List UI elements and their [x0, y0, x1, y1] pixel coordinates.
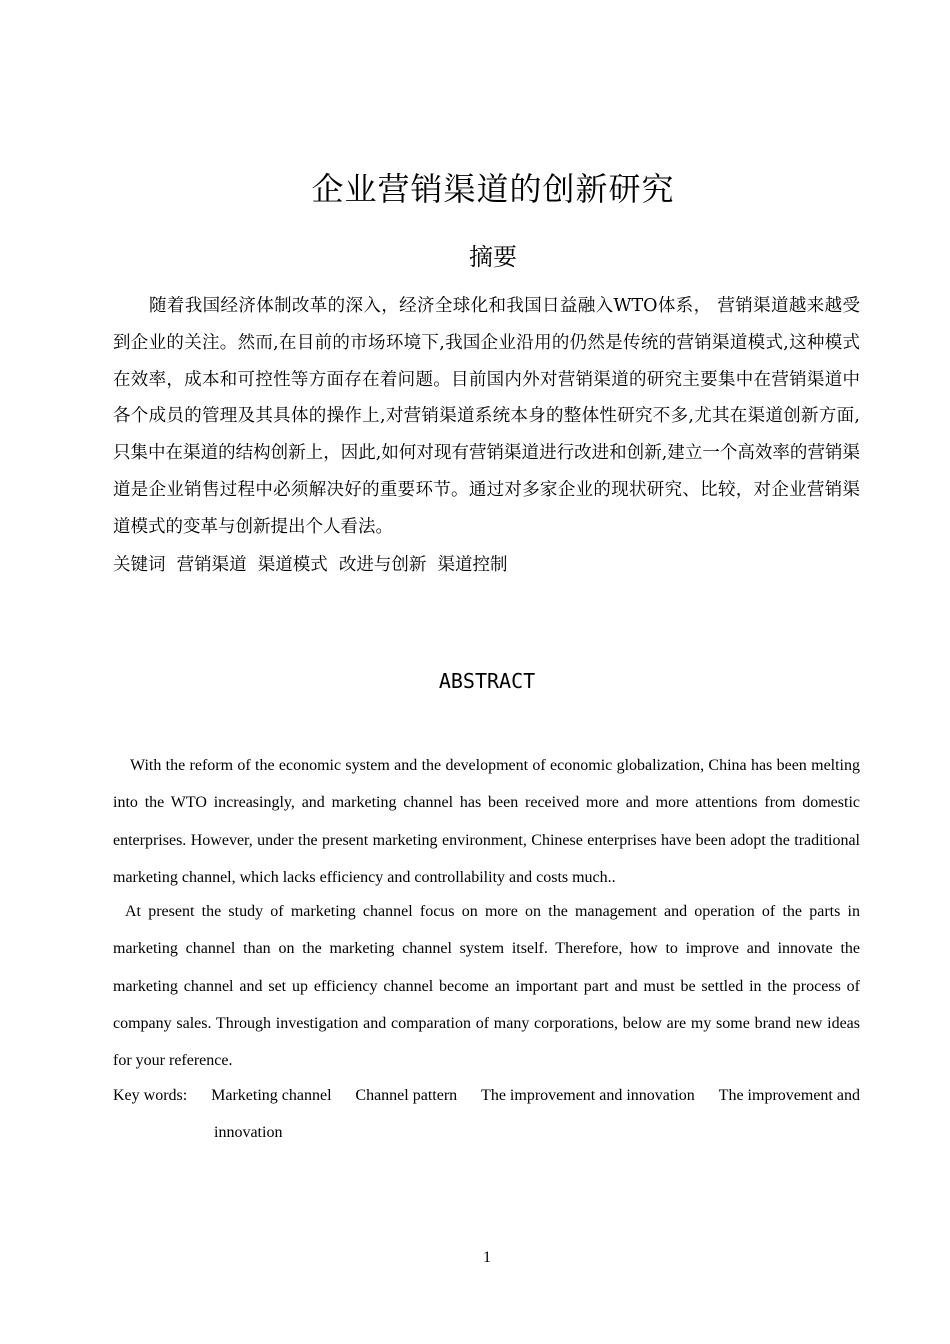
document-title: 企业营销渠道的创新研究: [311, 170, 675, 208]
abstract-en-paragraph: With the reform of the economic system and the development of economic globalization, China has been melting into the WTO increasingly, and marketing channel has been received more and more attentions from domestic enterprises. However, under the present marketing environment, Chinese enterprises have been adopt the traditional marketing channel, which lacks efficiency and controllability and costs much..: [113, 757, 860, 886]
keyword: Marketing channel: [211, 1087, 332, 1104]
keyword: The improvement and innovation: [481, 1087, 695, 1104]
abstract-cn-body: 随着我国经济体制改革的深入，经济全球化和我国日益融入WTO体系， 营销渠道越来越受到企业的关注。然而,在目前的市场环境下,我国企业沿用的仍然是传统的营销渠道模式,这种模式在效率，成本和可控性等方面存在着问题。目前国内外对营销渠道的研究主要集中在营销渠道中各个成员的管理及其具体的操作上,对营销渠道系统本身的整体性研究不多,尤其在渠道创新方面,只集中在渠道的结构创新上，因此,如何对现有营销渠道进行改进和创新,建立一个高效率的营销渠道是企业销售过程中必须解决好的重要环节。通过对多家企业的现状研究、比较，对企业营销渠道模式的变革与创新提出个人看法。: [113, 296, 860, 537]
keywords-label: Key words:: [113, 1087, 188, 1104]
abstract-en-keywords: [113, 1077, 860, 1152]
keywords-line: [113, 1077, 860, 1114]
abstract-en-paragraph: At present the study of marketing channel focus on more on the management and operation of the parts in marketing channel than on the marketing channel system itself. Therefore, how to improve and innovate the marketing channel and set up efficiency channel become an important part and must be settled in the process of company sales. Through investigation and comparation of many corporations, below are my some brand new ideas for your reference.: [113, 903, 860, 1070]
keyword: Channel pattern: [355, 1087, 458, 1104]
abstract-en-heading: ABSTRACT: [438, 669, 536, 693]
keyword: The improvement and: [718, 1087, 860, 1104]
page-number: 1: [483, 1249, 491, 1266]
abstract-cn-keywords: 关键词 营销渠道 渠道模式 改进与创新 渠道控制: [113, 555, 508, 575]
abstract-cn-heading: 摘要: [469, 243, 517, 271]
keyword-continuation: innovation: [214, 1124, 283, 1142]
